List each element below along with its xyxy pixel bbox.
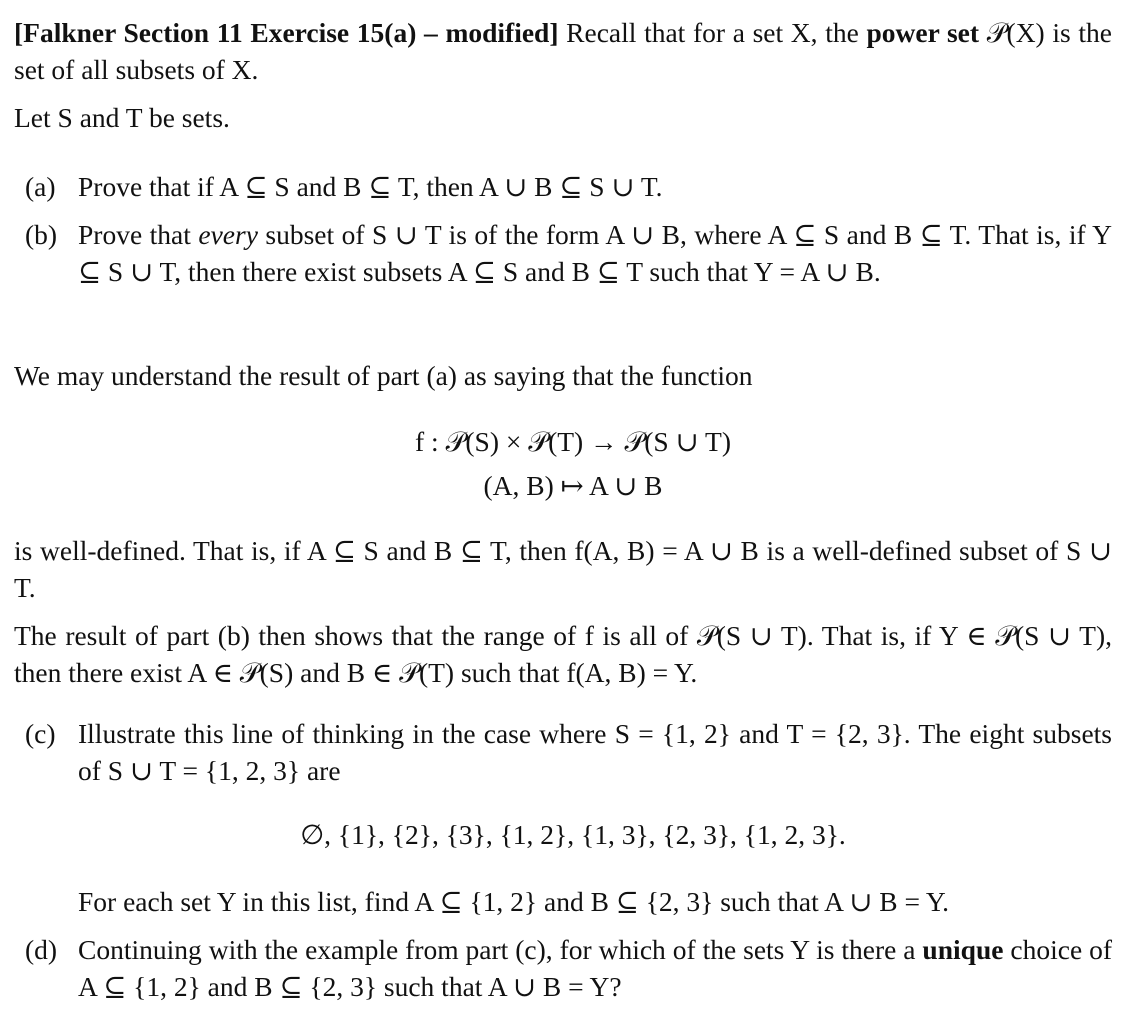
part-b-text <box>78 216 1112 290</box>
part-c-follow-text: For each set Y in this list, find A ⊆ {1, 2} and B ⊆ {2, 3} such that A ∪ B = Y. <box>78 886 950 917</box>
part-d-text-2: choice of A ⊆ {1, 2} and B ⊆ {2, 3} such that A ∪ B = Y? <box>78 934 1113 1002</box>
function-rule: (A, B) ↦ A ∪ B <box>483 470 663 501</box>
part-b-emphasis: every <box>198 219 258 250</box>
part-a <box>25 168 1112 205</box>
setup-text: Let S and T be sets. <box>14 102 230 133</box>
power-set-term: power set <box>866 17 980 48</box>
part-d-text <box>78 931 1112 1005</box>
discussion-intro: We may understand the result of part (a) as saying that the function <box>14 360 753 391</box>
range-paragraph: The result of part (b) then shows that the range of f is all of 𝒫(S ∪ T). That is, if Y ∈ 𝒫(S ∪ T), then there exist A ∈ 𝒫(S) and B ∈ 𝒫(T) such that f(A, B) = Y. <box>14 620 1112 688</box>
subset-list: ∅, {1}, {2}, {3}, {1, 2}, {1, 3}, {2, 3}, {1, 2, 3}. <box>300 819 846 850</box>
function-signature: f : 𝒫(S) × 𝒫(T) → 𝒫(S ∪ T) <box>415 426 731 457</box>
part-d <box>25 931 1112 1005</box>
well-defined-paragraph: is well-defined. That is, if A ⊆ S and B ⊆ T, then f(A, B) = A ∪ B is a well-defined subset of S ∪ T. <box>14 535 1112 603</box>
part-c-follow <box>25 883 1112 920</box>
part-c-label: (c) <box>25 718 56 749</box>
part-c <box>25 715 1112 789</box>
part-b-text-2: subset of S ∪ T is of the form A ∪ B, where A ⊆ S and B ⊆ T. That is, if Y ⊆ S ∪ T, then there exist subsets A ⊆ S and B ⊆ T such that Y = A ∪ B. <box>78 219 1112 287</box>
part-a-text: Prove that if A ⊆ S and B ⊆ T, then A ∪ B ⊆ S ∪ T. <box>78 171 663 202</box>
part-d-label: (d) <box>25 934 58 965</box>
part-d-unique: unique <box>922 934 1004 965</box>
part-a-label: (a) <box>25 171 56 202</box>
part-b-text-1: Prove that <box>78 219 199 250</box>
part-b <box>25 216 1112 290</box>
part-b-label: (b) <box>25 219 58 250</box>
intro-text: Recall that for a set X, the <box>558 17 867 48</box>
part-d-text-1: Continuing with the example from part (c), for which of the sets Y is there a <box>78 934 923 965</box>
exercise-header <box>14 14 1112 88</box>
part-c-text: Illustrate this line of thinking in the case where S = {1, 2} and T = {2, 3}. The eight subsets of S ∪ T = {1, 2, 3} are <box>78 718 1112 786</box>
power-set-definition: 𝒫(X) is the set of all subsets of X. <box>14 17 1112 85</box>
exercise-title: [Falkner Section 11 Exercise 15(a) – modified] <box>14 17 559 48</box>
